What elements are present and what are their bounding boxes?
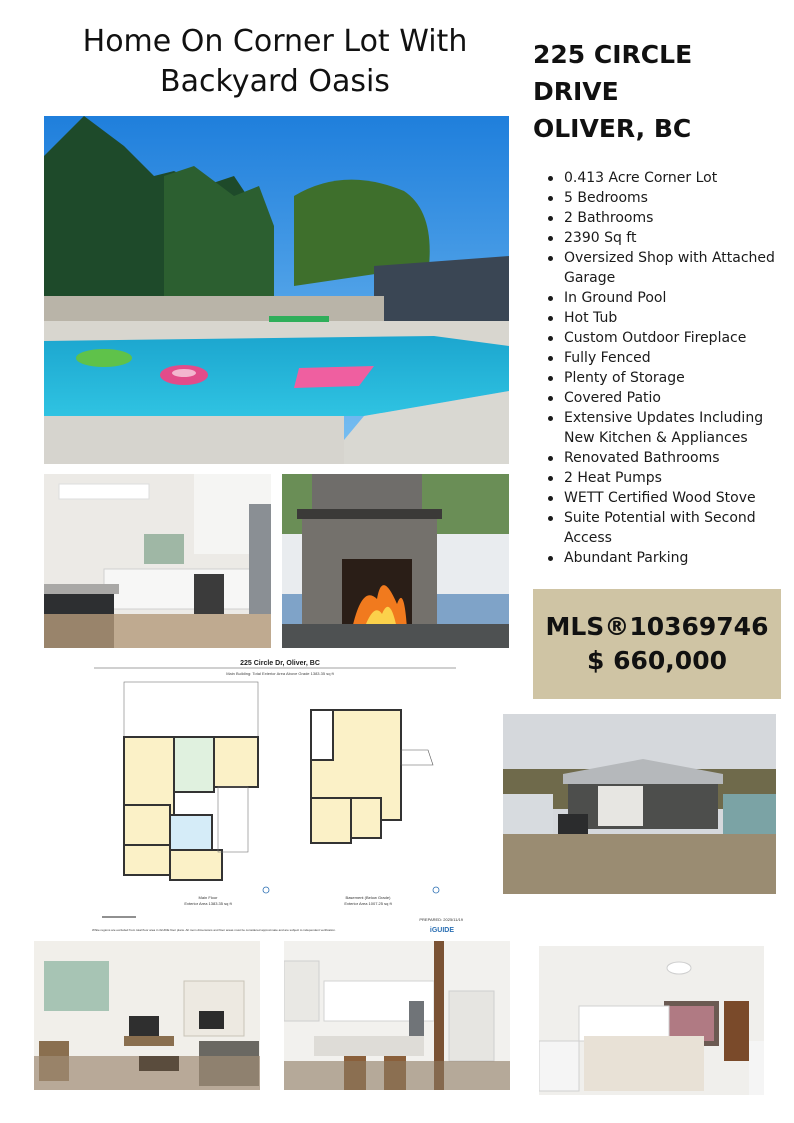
prepared-date: PREPARED: 2025/11/19: [419, 917, 463, 922]
feature-item: In Ground Pool: [545, 288, 785, 308]
feature-item: 5 Bedrooms: [545, 188, 785, 208]
feature-list: [545, 168, 785, 568]
price: $ 660,000: [587, 646, 727, 675]
floorplan-subtitle: Main Building: Total Exterior Area Above Grade 1383.35 sq ft: [226, 671, 334, 676]
feature-item: 2 Heat Pumps: [545, 468, 785, 488]
dining-photo: [284, 941, 510, 1090]
basement-area: Exterior Area 1007.25 sq ft: [344, 901, 392, 906]
feature-item: Extensive Updates Including New Kitchen & Appliances: [545, 408, 785, 448]
fireplace-photo: [282, 474, 509, 648]
feature-item: Fully Fenced: [545, 348, 785, 368]
feature-item: Oversized Shop with Attached Garage: [545, 248, 785, 288]
living-room-photo: [34, 941, 260, 1090]
floorplan-title: 225 Circle Dr, Oliver, BC: [240, 660, 320, 667]
feature-item: Hot Tub: [545, 308, 785, 328]
feature-item: Abundant Parking: [545, 548, 785, 568]
main-floor-area: Exterior Area 1383.35 sq ft: [184, 901, 232, 906]
feature-item: 2 Bathrooms: [545, 208, 785, 228]
kitchen-photo: [44, 474, 271, 648]
feature-item: 2390 Sq ft: [545, 228, 785, 248]
feature-item: Covered Patio: [545, 388, 785, 408]
feature-item: Renovated Bathrooms: [545, 448, 785, 468]
mls-number: MLS®10369746: [545, 612, 769, 641]
feature-item: 0.413 Acre Corner Lot: [545, 168, 785, 188]
headline: Home On Corner Lot With Backyard Oasis: [82, 24, 468, 99]
address-line-1: 225 CIRCLE: [533, 40, 693, 69]
pool-photo: [44, 116, 509, 464]
floorplan-disclaimer: White regions are excluded from total floor area in iGUIDE floor plans. All room dimensions and floor areas must be considered approximate and are subject to independent verification.: [92, 928, 336, 932]
property-address: [533, 36, 773, 147]
floor-plan: [88, 660, 472, 938]
feature-item: Plenty of Storage: [545, 368, 785, 388]
price-box: [533, 589, 781, 699]
shop-photo: [503, 714, 776, 894]
address-line-2: DRIVE: [533, 77, 619, 106]
feature-item: Custom Outdoor Fireplace: [545, 328, 785, 348]
feature-item: Suite Potential with Second Access: [545, 508, 785, 548]
feature-item: WETT Certified Wood Stove: [545, 488, 785, 508]
basement-label: Basement (Below Grade): [345, 895, 391, 900]
iguide-logo: iGUIDE: [429, 927, 454, 934]
address-line-3: OLIVER, BC: [533, 114, 692, 143]
bedroom-photo: [539, 946, 764, 1095]
main-floor-label: Main Floor: [198, 895, 218, 900]
